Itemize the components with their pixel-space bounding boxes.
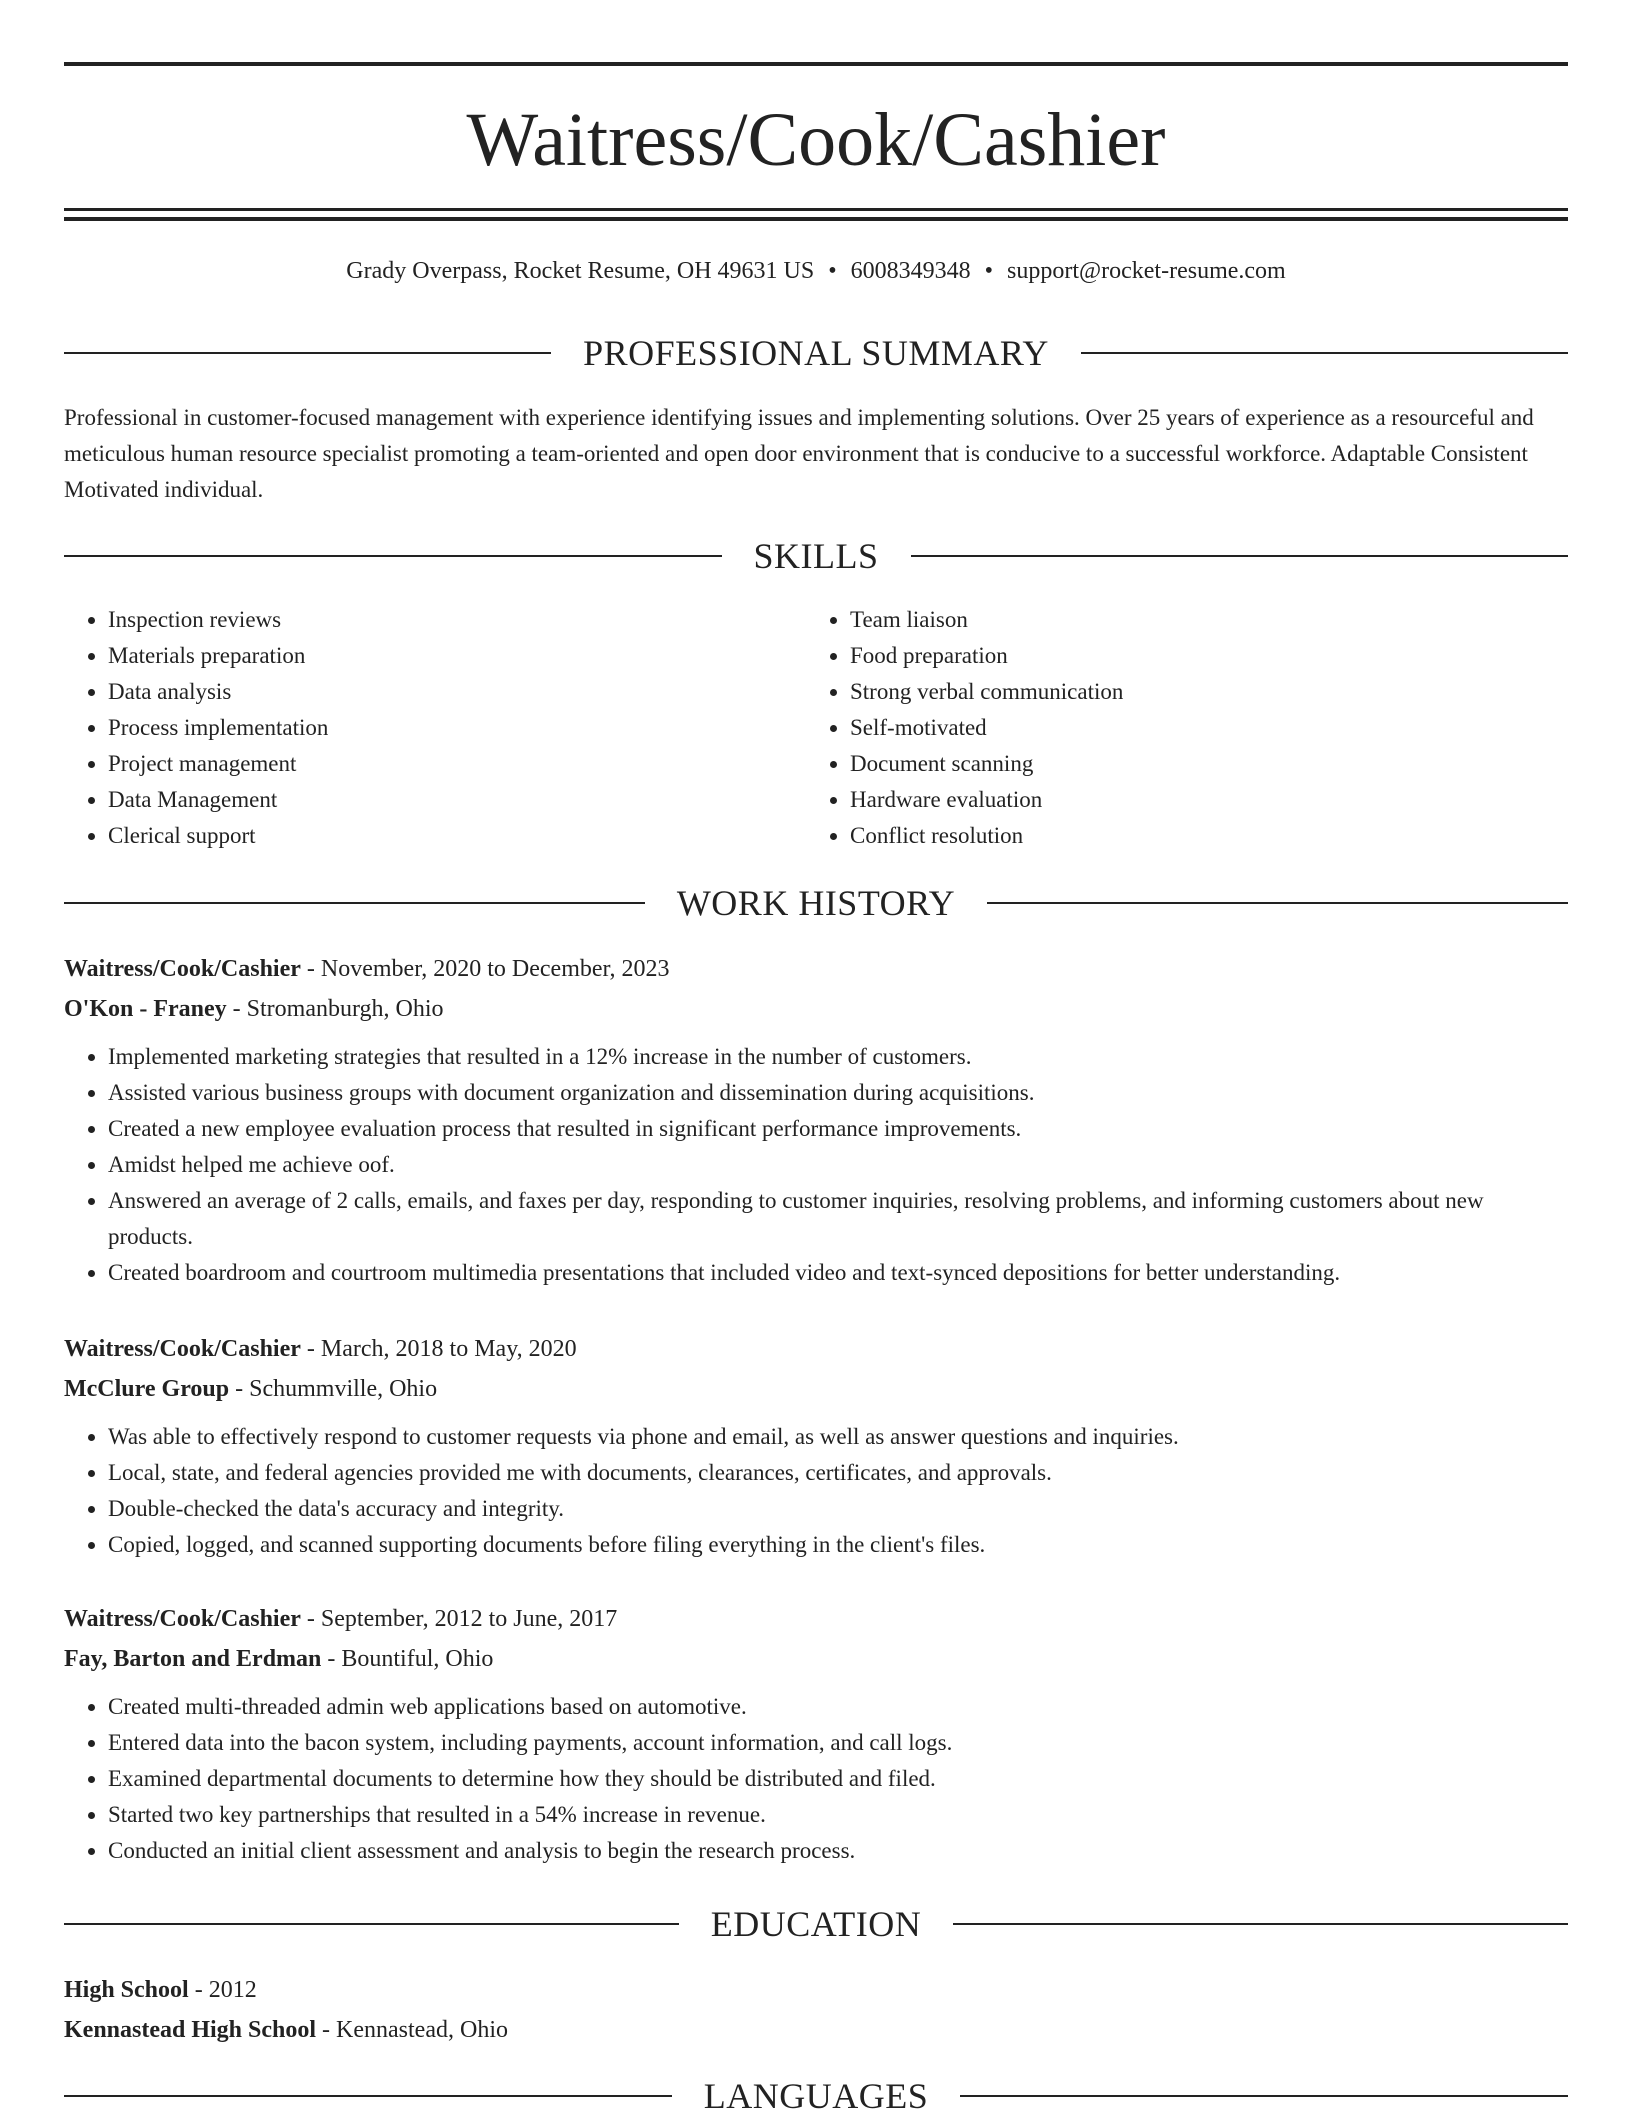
top-rule [64, 62, 1568, 66]
job-entry [64, 1599, 1568, 1869]
work-heading-label: WORK HISTORY [676, 883, 956, 923]
summary-heading [64, 331, 1568, 375]
skill-item: • Team liaison [850, 602, 1548, 638]
job-entry [64, 949, 1568, 1291]
job-bullet: • Examined departmental documents to determine how they should be distributed and filed. [108, 1761, 1568, 1797]
skills-heading-label: SKILLS [753, 536, 879, 576]
skill-item: • Conflict resolution [850, 818, 1548, 854]
job-bullet: • Entered data into the bacon system, including payments, account information, and call logs. [108, 1725, 1568, 1761]
skill-item: • Self-motivated [850, 710, 1548, 746]
job-title-line [64, 1599, 1568, 1639]
skills-column-left [64, 602, 806, 854]
skill-item: • Document scanning [850, 746, 1548, 782]
job-bullet: • Local, state, and federal agencies provided me with documents, clearances, certificates, and approvals. [108, 1455, 1568, 1491]
education-year: - 2012 [188, 1977, 257, 2003]
skill-item: • Clerical support [108, 818, 806, 854]
contact-phone: 6008349348 [850, 258, 971, 284]
job-dates: - March, 2018 to May, 2020 [300, 1336, 577, 1362]
job-location: - Schummville, Ohio [229, 1376, 438, 1402]
job-bullet: • Conducted an initial client assessment and analysis to begin the research process. [108, 1833, 1568, 1869]
job-title-line [64, 949, 1568, 989]
job-title: Waitress/Cook/Cashier [64, 956, 301, 982]
job-company-line [64, 1639, 1568, 1679]
job-company-line [64, 989, 1568, 1029]
job-title: Waitress/Cook/Cashier [64, 1606, 301, 1632]
skill-item: • Strong verbal communication [850, 674, 1548, 710]
job-location: - Stromanburgh, Ohio [226, 996, 444, 1022]
heading-rule [64, 1923, 679, 1925]
resume-title: Waitress/Cook/Cashier [466, 98, 1166, 182]
education-heading [64, 1902, 1568, 1946]
job-bullet: • Assisted various business groups with document organization and dissemination during acquisitions. [108, 1075, 1568, 1111]
title-double-rule [64, 208, 1568, 221]
heading-rule [64, 2095, 672, 2097]
skill-item: • Data analysis [108, 674, 806, 710]
heading-rule [953, 1923, 1568, 1925]
education-heading-label: EDUCATION [710, 1904, 922, 1944]
job-bullet: • Created boardroom and courtroom multimedia presentations that included video and text-synced depositions for better understanding. [108, 1255, 1568, 1291]
contact-separator: • [984, 258, 994, 284]
job-dates: - September, 2012 to June, 2017 [300, 1606, 618, 1632]
job-title: Waitress/Cook/Cashier [64, 1336, 301, 1362]
education-location: - Kennastead, Ohio [316, 2017, 508, 2043]
contact-email: support@rocket-resume.com [1007, 258, 1286, 284]
education-entry [64, 1970, 1568, 2050]
skills-heading [64, 534, 1568, 578]
job-bullet: • Created a new employee evaluation process that resulted in significant performance improvements. [108, 1111, 1568, 1147]
education-degree: High School [64, 1977, 189, 2003]
heading-rule [64, 352, 551, 354]
skill-item: • Process implementation [108, 710, 806, 746]
skill-item: • Project management [108, 746, 806, 782]
job-dates: - November, 2020 to December, 2023 [300, 956, 670, 982]
job-bullet: • Created multi-threaded admin web applications based on automotive. [108, 1689, 1568, 1725]
languages-heading [64, 2074, 1568, 2118]
job-bullet: • Started two key partnerships that resulted in a 54% increase in revenue. [108, 1797, 1568, 1833]
job-bullet: • Double-checked the data's accuracy and integrity. [108, 1491, 1568, 1527]
contact-separator: • [828, 258, 837, 284]
contact-line [64, 254, 1568, 288]
heading-rule [911, 555, 1569, 557]
heading-rule [960, 2095, 1568, 2097]
job-bullet: • Was able to effectively respond to customer requests via phone and email, as well as answer questions and inquiries. [108, 1419, 1568, 1455]
job-bullet: • Copied, logged, and scanned supporting documents before filing everything in the client's files. [108, 1527, 1568, 1563]
skill-item: • Inspection reviews [108, 602, 806, 638]
skills-column-right [806, 602, 1548, 854]
skills-list [64, 602, 1568, 854]
summary-heading-label: PROFESSIONAL SUMMARY [583, 333, 1049, 373]
skill-item: • Materials preparation [108, 638, 806, 674]
contact-address: Grady Overpass, Rocket Resume, OH 49631 US [346, 258, 815, 284]
education-degree-line [64, 1970, 1568, 2010]
job-company-line [64, 1369, 1568, 1409]
skill-item: • Hardware evaluation [850, 782, 1548, 818]
job-bullet: • Answered an average of 2 calls, emails, and faxes per day, responding to customer inquiries, resolving problems, and informing customers about new products. [108, 1183, 1568, 1255]
languages-heading-label: LANGUAGES [703, 2076, 929, 2116]
job-title-line [64, 1329, 1568, 1369]
job-bullet: • Implemented marketing strategies that resulted in a 12% increase in the number of customers. [108, 1039, 1568, 1075]
job-location: - Bountiful, Ohio [321, 1646, 494, 1672]
job-company: O'Kon - Franey [64, 996, 227, 1022]
job-entry [64, 1329, 1568, 1563]
summary-text: Professional in customer-focused management with experience identifying issues and implementing solutions. Over 25 years of experience as a resourceful and meticulous human resource specialist promoting a team-oriented and open door environment that is conducive to a successful workforce. Adaptable Consistent Motivated individual. [64, 405, 1534, 502]
job-company: McClure Group [64, 1376, 230, 1402]
heading-rule [64, 555, 722, 557]
job-company: Fay, Barton and Erdman [64, 1646, 322, 1672]
education-school-line [64, 2010, 1568, 2050]
heading-rule [987, 902, 1568, 904]
skill-item: • Food preparation [850, 638, 1548, 674]
education-school: Kennastead High School [64, 2017, 317, 2043]
heading-rule [64, 902, 645, 904]
work-heading [64, 881, 1568, 925]
heading-rule [1081, 352, 1568, 354]
skill-item: • Data Management [108, 782, 806, 818]
job-bullet: • Amidst helped me achieve oof. [108, 1147, 1568, 1183]
